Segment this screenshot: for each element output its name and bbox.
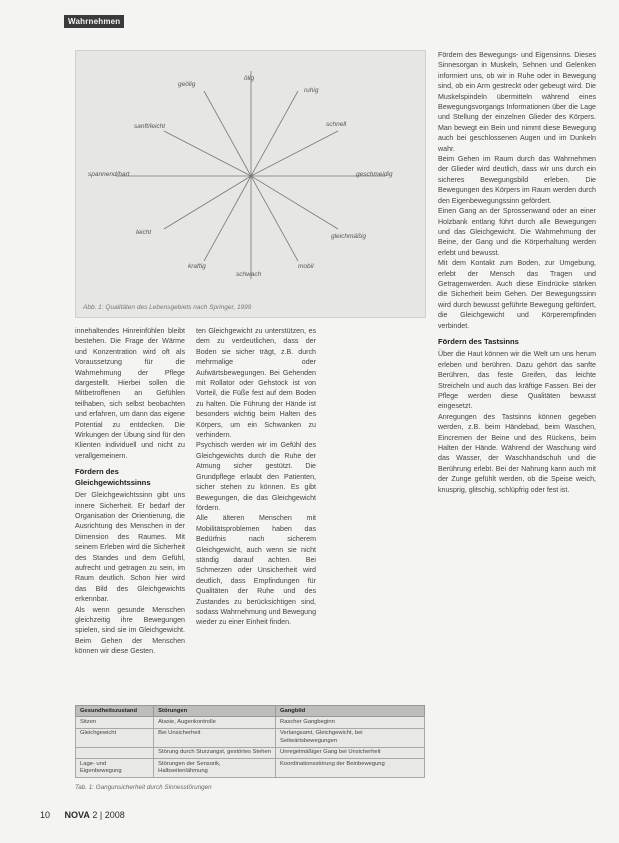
paragraph: Als wenn gesunde Menschen gleichzeitig ihre Bewegungen spielen, sind sie im Gleichgewicht. Beim Gehen der Menschen können wir diese Gesten. — [75, 605, 185, 656]
ray-sw — [204, 176, 251, 261]
ray-nw — [204, 91, 251, 176]
table-cell — [76, 747, 154, 759]
table-cell: Lage- und Eigenbewegung — [76, 759, 154, 778]
table-header: Störungen — [154, 706, 276, 717]
ray-ne — [251, 91, 298, 176]
label-geoelig: geölig — [178, 81, 196, 88]
table-cell: Ataxie, Augenkontrolle — [154, 717, 276, 729]
label-leicht: leicht — [136, 229, 152, 236]
label-mobil: mobil — [298, 263, 314, 270]
label-gleichmaessig: gleichmäßig — [331, 233, 367, 240]
page-number: 10 — [40, 810, 51, 820]
column-mid — [196, 326, 316, 628]
section-heading: Fördern des Gleichgewichtssinns — [75, 467, 151, 487]
column-right — [438, 50, 596, 495]
radial-diagram — [76, 51, 427, 319]
ray-wsw — [164, 176, 251, 229]
column-left — [75, 326, 185, 657]
paragraph: Fördern des Bewegungs- und Eigensinns. Dieses Sinnesorgan in Muskeln, Sehnen und Gelenken informiert uns, ob wir in Ruhe oder in Bewegung sind, ob ein Arm gestreckt oder gebeugt wird. Die Muskelspindeln übermitteln während eines Bewegungsvorgangs Informationen über die Lage und Stellung der einzelnen Glieder des Körpers. Man bewegt ein Bein und nimmt diese Bewegung auch bei geschlossenen Augen und im Dunkeln wahr. — [438, 51, 596, 153]
section-tag: Wahrnehmen — [64, 15, 124, 28]
table-cell: Störung durch Sturzangst, gestörtes Stehen — [154, 747, 276, 759]
paragraph: Psychisch werden wir im Gefühl des Gleichgewichts durch die Ruhe der Atmung sicher gestützt. Die Grundpflege erlaubt den Patienten, sicher stehen zu können. Es gibt Bewegungen, die das Gleichgewicht fördern. — [196, 441, 316, 512]
paragraph: Mit dem Kontakt zum Boden, zur Umgebung, erlebt der Mensch das Tragen und Getragenwerden. Auch diese Eindrücke stärken die Sicherheit beim Gehen. Der Bewegungssinn wird durch bewusst geführte Bewegung gefördert, die Gleichgewicht und Körperempfinden verbindet. — [438, 259, 596, 330]
table-row — [76, 747, 425, 759]
ray-ene — [251, 131, 338, 176]
table-cell: Gleichgewicht — [76, 728, 154, 747]
label-sanft: sanft/leicht — [134, 123, 166, 130]
ray-se — [251, 176, 298, 261]
paragraph: Der Gleichgewichtssinn gibt uns innere Sicherheit. Er bedarf der Organisation der Orientierung, die Ausrichtung des Menschen in der Dimension des Raumes. Mit seinem Erleben wird die Sicherheit des Standes und dem Gefühl, aufrecht und getragen zu sein, im Raum deutlich. Schon hier wird das Bild des Gleichgewichts erkennbar. — [75, 491, 185, 604]
magazine-name: NOVA — [64, 810, 90, 820]
label-geschmeidig: geschmeidig — [356, 171, 393, 178]
table-cell: Unregelmäßiger Gang bei Unsicherheit — [276, 747, 425, 759]
table-cell: Sitzen — [76, 717, 154, 729]
paragraph: Anregungen des Tastsinns können gegeben werden, z.B. beim Händebad, beim Waschen, Eincremen der Beine und des Rückens, beim Halten der Hände. Während der Waschung wird das Wasser, der Waschhandschuh und die Berührung erlebt. Bei der Nahrung kann auch mit der Zunge gefühlt werden, ob die Speise weich, knusprig, glitschig, schlüpfrig oder fest ist. — [438, 412, 596, 494]
issue-number: 2 | 2008 — [92, 810, 125, 820]
ray-ese — [251, 176, 338, 229]
paragraph: ten Gleichgewicht zu unterstützen, es dem zu verdeutlichen, dass der Boden sie sicher trägt, z.B. durch mehrmalige oder Aufwärtsbewegungen. Bei Gehenden mit Rollator oder Gehstock ist von Vorteil, die Füße fest auf dem Boden zu halten. Die Führung der Hände ist besonders wichtig beim Halten des Körpers, um ein Schwanken zu verhindern. — [196, 327, 316, 440]
label-ruhig: ruhig — [304, 87, 319, 94]
table-cell: Verlangsamt, Gleichgewicht, bei Seitwärtsbewegungen — [276, 728, 425, 747]
table-header: Gesundheitszustand — [76, 706, 154, 717]
label-spannend: spannend/hart — [88, 171, 130, 178]
paragraph: innehaltendes Hinreinfühlen bleibt bestehen. Die Frage der Wärme und Konzentration wird oft als Voraussetzung für die Wahrnehmung der Pflege dargestellt. Hierbei sollen die Mitbetroffenen an Gefühlen teilhaben, sich selbst beobachten und erfahren, um dann das eigene Potential zu entdecken. Die Wirkungen der Übung sind für den Klienten individuell und nicht zu verallgemeinern. — [75, 327, 185, 460]
table-row — [76, 717, 425, 729]
label-schwach: schwach — [236, 271, 262, 278]
paragraph: Alle älteren Menschen mit Mobilitätsproblemen haben das Bedürfnis nach sicherem Gleichgewicht, auch wenn sie nicht ständig darauf achten. Bei Schmerzen oder Unsicherheit wird deutlich, dass Empfindungen für Qualitäten der Ruhe und des Zustandes zu berücksichtigen sind, sodass Wahrnehmung und Bewegung wieder zu einer Einheit finden. — [196, 514, 317, 627]
paragraph: Über die Haut können wir die Welt um uns herum erleben und berühren. Dazu gehört das sanfte Berühren, das feste Greifen, das leichte Streicheln und auch das kräftige Fassen. Bei der Pflege werden diese Qualitäten bewusst eingesetzt. — [438, 350, 596, 411]
table-row — [76, 759, 425, 778]
table-header: Gangbild — [276, 706, 425, 717]
label-schnell: schnell — [326, 121, 347, 128]
table-cell: Bei Unsicherheit — [154, 728, 276, 747]
table-cell: Rascher Gangbeginn — [276, 717, 425, 729]
table-cell: Störungen der Sensorik, Halbseitenlähmung — [154, 759, 276, 778]
paragraph: Einen Gang an der Sprossenwand oder an einer Holzbank entlang führt durch alle Bewegungen und das Gleichgewicht. Die Wahrnehmung der Beine, der Gang und die Körperhaltung werden erlebt und bewusst. — [438, 207, 596, 257]
symptom-table — [75, 705, 425, 778]
ray-wnw — [164, 131, 251, 176]
label-kraftig: kraftig — [188, 263, 206, 270]
section-heading: Fördern des Tastsinns — [438, 336, 519, 346]
figure-box — [75, 50, 426, 318]
page-footer — [40, 810, 125, 820]
figure-caption: Abb. 1: Qualitäten des Lebensgebiets nach Springer, 1999 — [83, 304, 252, 311]
table-row — [76, 728, 425, 747]
table-cell: Koordinationsstörung der Beinbewegung — [276, 759, 425, 778]
label-oelig: ölig — [244, 75, 255, 82]
table-caption: Tab. 1: Gangunsicherheit durch Sinnesstörungen — [75, 784, 212, 791]
paragraph: Beim Gehen im Raum durch das Wahrnehmen der Glieder wird deutlich, dass wir uns durch ein sicheres Bewegungsbild erleben. Die Bewegungen des Körpers im Raum werden durch den Eigenbewegungssinn gefördert. — [438, 155, 596, 205]
